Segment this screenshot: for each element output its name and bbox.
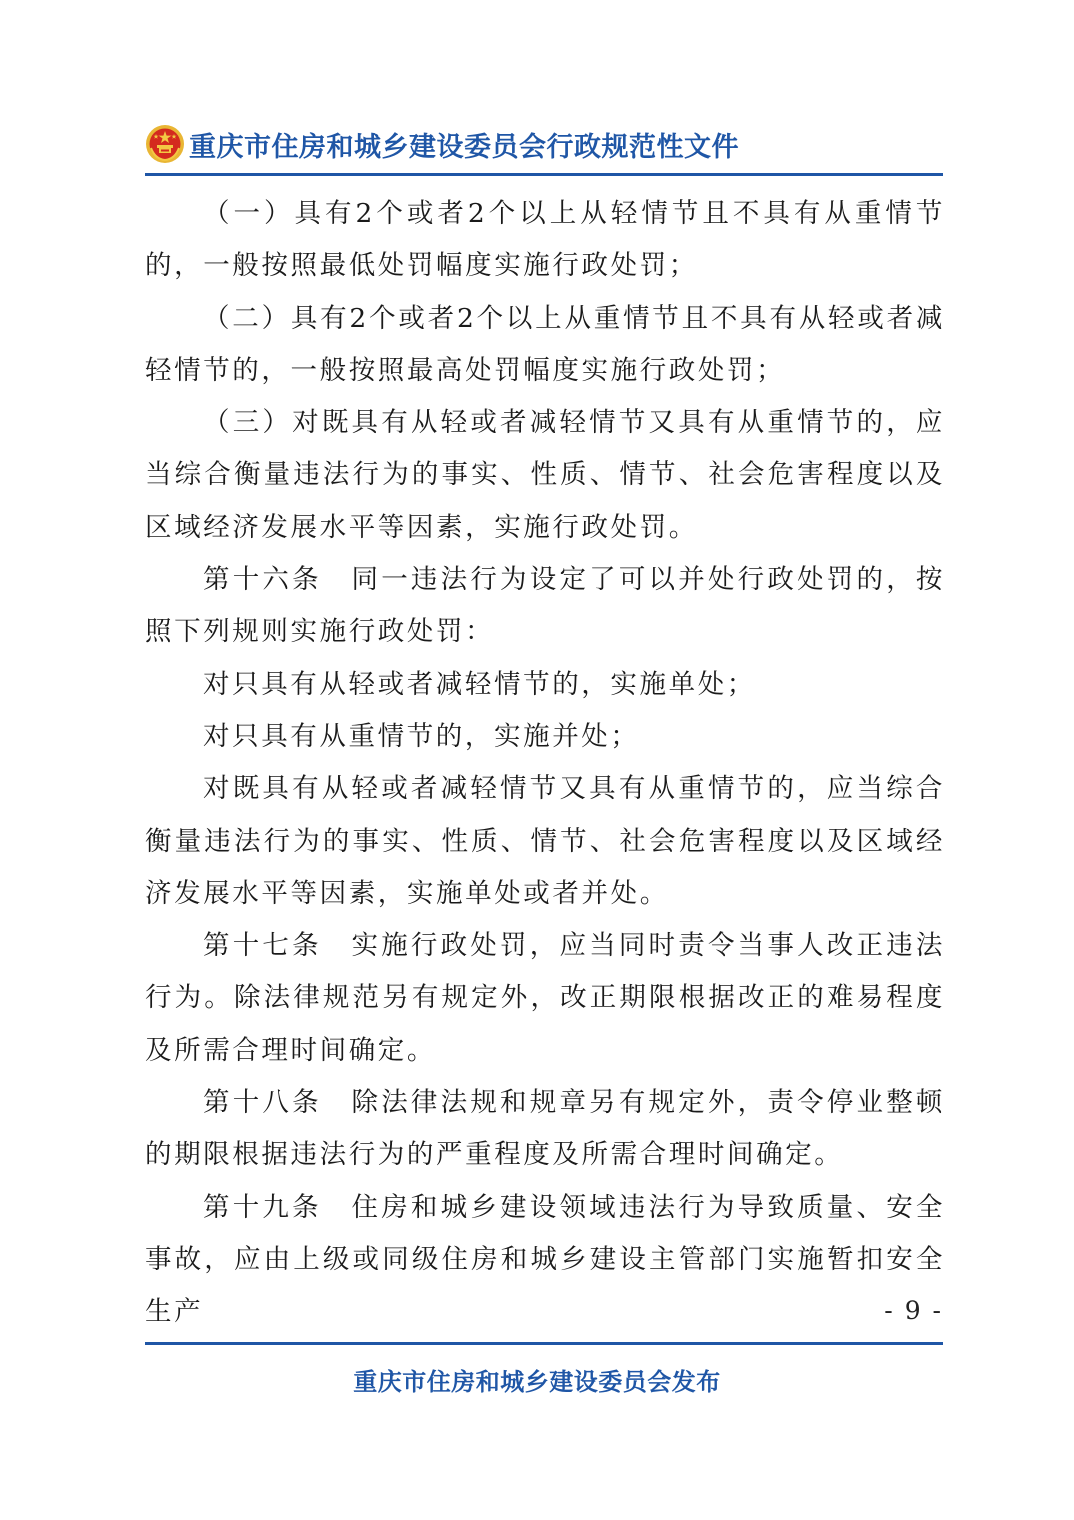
document-header: [145, 118, 943, 170]
page-number: - 9 -: [884, 1296, 943, 1325]
paragraph-6: 对只具有从重情节的，实施并处；: [203, 720, 640, 752]
header-divider: [145, 173, 943, 176]
paragraph-2: （二）具有2个或者2个以上从重情节且不具有从轻或者减轻情节的，一般按照最高处罚幅度实施行政处罚；: [145, 302, 945, 386]
national-emblem-icon: [145, 124, 185, 164]
paragraph-5: 对只具有从轻或者减轻情节的，实施单处；: [203, 668, 756, 700]
paragraph-3: （三）对既具有从轻或者减轻情节又具有从重情节的，应当综合衡量违法行为的事实、性质、情节、社会危害程度以及区域经济发展水平等因素，实施行政处罚。: [145, 407, 945, 543]
paragraph-article-19: 第十九条 住房和城乡建设领域违法行为导致质量、安全事故，应由上级或同级住房和城乡建设主管部门实施暂扣安全生产: [145, 1191, 945, 1328]
paragraph-article-16: 第十六条 同一违法行为设定了可以并处行政处罚的，按照下列规则实施行政处罚：: [145, 564, 945, 648]
paragraph-article-17: 第十七条 实施行政处罚，应当同时责令当事人改正违法行为。除法律规范另有规定外，改正期限根据改正的难易程度及所需合理时间确定。: [145, 930, 945, 1066]
publisher-line: 重庆市住房和城乡建设委员会发布: [353, 1368, 721, 1396]
footer-divider: [145, 1342, 943, 1345]
header-title: 重庆市住房和城乡建设委员会行政规范性文件: [189, 131, 739, 163]
document-body: [145, 188, 945, 1339]
paragraph-1: （一）具有2个或者2个以上从轻情节且不具有从重情节的，一般按照最低处罚幅度实施行政处罚；: [145, 198, 945, 282]
paragraph-7: 对既具有从轻或者减轻情节又具有从重情节的，应当综合衡量违法行为的事实、性质、情节、社会危害程度以及区域经济发展水平等因素，实施单处或者并处。: [145, 773, 945, 909]
paragraph-article-18: 第十八条 除法律法规和规章另有规定外，责令停业整顿的期限根据违法行为的严重程度及所需合理时间确定。: [145, 1087, 945, 1171]
